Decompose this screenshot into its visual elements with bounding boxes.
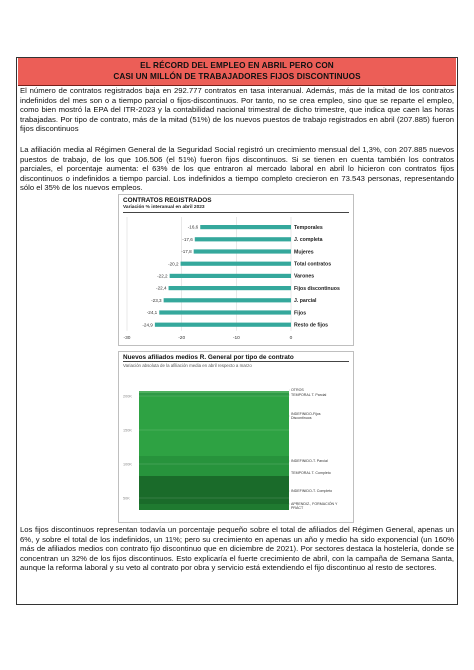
- chart1-category-label: Total contratos: [294, 261, 332, 268]
- paragraph-3: Los fijos discontinuos representan todavía un porcentaje pequeño sobre el total de afiliados del Régimen General, apenas un 6%, y sobre el total de los indefinidos, un 11%; pero su crecimiento en apenas un año y medio ha sido exponencial (un 160% más de afiliados medios con contrato fijo discontinuo que en diciembre de 2021). Por sectores destaca la hostelería, donde se concentran un 32% de los fijos discontinuos. Esto explicaría el fuerte crecimiento de abril, con la campaña de Semana Santa, aunque la reforma laboral y su veto al contrato por obra y servicio está extendiendo el fijo discontinuo al resto de sectores.: [20, 525, 454, 573]
- chart1-value-label: -22,4: [156, 285, 167, 291]
- contratos-registrados-chart: [118, 194, 354, 346]
- chart2-segment-indefinido-parcial: [139, 456, 289, 476]
- chart1-category-label: J. parcial: [294, 298, 317, 305]
- chart1-bar: [155, 323, 291, 327]
- chart2-segment-fijos-discontinuos: [139, 396, 289, 456]
- chart1-subtitle: Variación % interanual en abril 2023: [123, 205, 205, 210]
- chart1-bar: [200, 225, 291, 229]
- nuevos-afiliados-chart: [118, 351, 354, 523]
- chart1-category-label: Resto de fijos: [294, 322, 329, 329]
- chart1-title: CONTRATOS REGISTRADOS: [123, 197, 212, 204]
- chart1-category-label: J. completa: [294, 237, 323, 244]
- chart2-series-label: TEMPORAL T. Completo: [291, 471, 331, 475]
- chart2-segment-aprendiz: [139, 504, 289, 510]
- chart1-xtick-label: 0: [289, 335, 293, 341]
- chart1-value-label: -16,6: [187, 224, 199, 230]
- paragraph-2: La afiliación media al Régimen General de la Seguridad Social registró un crecimiento mensual del 1,3%, con 207.885 nuevos puestos de trabajo, de los que 106.506 (el 51%) fueron fijos discontinuos. Si se tienen en cuenta también los contratos parciales, el porcentaje aumenta: el 63% de los que entraron al mercado laboral en abril lo hicieron con contratos fijos discontinuos o indefinidos a tiempo parcial. Los indefinidos a tiempo completo crecieron en 73.543 personas, representando sólo el 35% de los nuevos empleos.: [20, 145, 454, 193]
- chart1-bar: [195, 237, 291, 241]
- chart2-title: Nuevos afiliados medios R. General por tipo de contrato: [123, 354, 294, 361]
- article-title-line-2: CASI UN MILLÓN DE TRABAJADORES FIJOS DISCONTINUOS: [113, 72, 361, 81]
- chart2-ytick-label: 50K: [123, 496, 130, 501]
- chart1-bar: [159, 310, 291, 314]
- chart2-divider: [123, 361, 349, 362]
- chart1-value-label: -20,2: [168, 261, 179, 267]
- chart1-category-label: Mujeres: [294, 249, 314, 256]
- chart1-value-label: -24,1: [146, 310, 158, 316]
- chart2-series-label: INDEFINIDO-T. Parcial: [291, 459, 328, 463]
- chart2-ytick-label: 100K: [123, 462, 132, 467]
- chart2-subtitle: Variación absoluta de la afiliación media en abril respecto a marzo: [123, 363, 252, 368]
- chart2-segment-indefinido-completo: [139, 476, 289, 504]
- chart1-category-label: Varones: [294, 273, 315, 280]
- chart1-xtick-label: -30: [123, 335, 131, 341]
- chart1-value-label: -24,9: [142, 322, 153, 328]
- chart2-ytick-label: 200K: [123, 394, 132, 399]
- chart2-series-label: INDEFINIDO-T. Completo: [291, 489, 333, 493]
- chart2-series-label: PRÁCT: [291, 506, 304, 510]
- article-title-line-1: EL RÉCORD DEL EMPLEO EN ABRIL PERO CON: [140, 61, 334, 70]
- chart1-category-label: Temporales: [294, 224, 323, 231]
- chart2-series-label: TEMPORAL T. Parcial: [291, 393, 327, 397]
- chart1-value-label: -23,3: [151, 297, 162, 303]
- chart2-series-label: INDEFINIDO-Fijos: [291, 412, 321, 416]
- chart1-bar: [170, 274, 291, 278]
- chart1-value-label: -17,8: [181, 249, 192, 255]
- chart1-bar: [181, 262, 291, 266]
- chart2-series-label: Discontinuos: [291, 416, 312, 420]
- chart1-category-label: Fijos discontinuos: [294, 285, 340, 292]
- chart1-plot: [119, 213, 353, 345]
- paragraph-1: El número de contratos registrados baja en 292.777 contratos en tasa interanual. Además, más de la mitad de los contratos indefinidos del mes son o a tiempo parcial o fijos-discontinuos. Por tanto, no se crea empleo, sino que se reparte el empleo, como bien mostró la EPA del ITR-2023 y la contabilidad nacional trimestral de dicho trimestre, que indica que caen las horas trabajadas. Por tipo de contrato, más de la mitad (51%) de los nuevos puestos de trabajo registrados en abril (207.885) fueron fijos discontinuos: [20, 86, 454, 134]
- chart2-ytick-label: 150K: [123, 428, 132, 433]
- chart2-plot: [119, 370, 353, 520]
- chart1-xtick-label: -20: [178, 335, 186, 341]
- chart1-bar: [164, 298, 291, 302]
- chart2-series-label: OTROS: [291, 388, 304, 392]
- chart1-value-label: -17,6: [182, 236, 193, 242]
- chart1-xtick-label: -10: [232, 335, 240, 341]
- article-title-banner: [18, 58, 456, 86]
- chart2-segment-otros: [139, 391, 289, 393]
- chart1-category-label: Fijos: [294, 310, 307, 317]
- chart1-value-label: -22,2: [157, 273, 168, 279]
- chart2-segment-temporal-parcial: [139, 393, 289, 396]
- chart2-series-label: APRENDIZ., FORMACIÓN Y: [291, 502, 338, 506]
- chart1-bar: [194, 249, 291, 253]
- chart1-bar: [169, 286, 291, 290]
